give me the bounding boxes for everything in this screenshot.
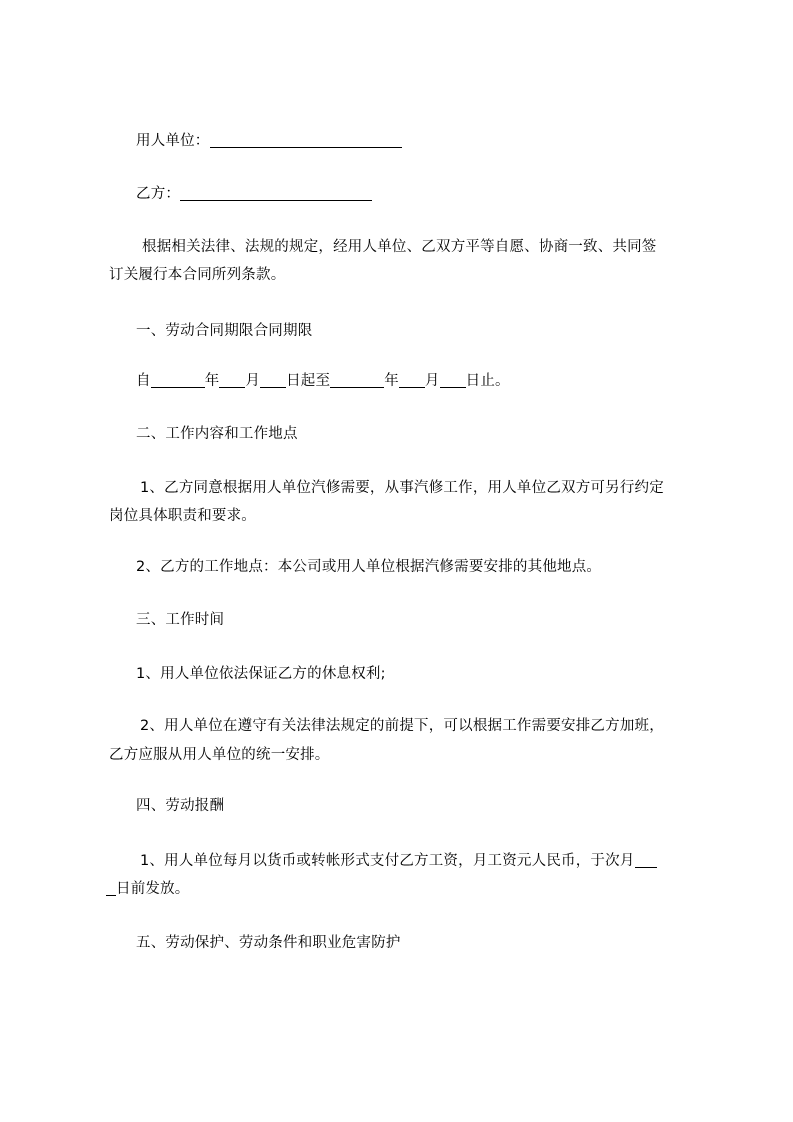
term-line xyxy=(136,372,510,390)
section-3-item-2-line-2: 乙方应服从用人单位的统一安排。 xyxy=(109,747,330,763)
payday-blank-part-1[interactable] xyxy=(635,853,657,868)
section-3-item-1: 1、用人单位依法保证乙方的休息权利; xyxy=(136,666,386,682)
end-year-blank[interactable] xyxy=(330,373,384,388)
start-month-blank[interactable] xyxy=(219,373,245,388)
section-4-item-1-line-2 xyxy=(106,880,190,898)
section-4-heading: 四、劳动报酬 xyxy=(136,798,225,814)
salary-text: 1、用人单位每月以货币或转帐形式支付乙方工资，月工资元人民币，于次月 xyxy=(140,853,635,869)
section-4-item-1-line-1 xyxy=(140,852,657,870)
start-year-blank[interactable] xyxy=(151,373,205,388)
section-2-heading: 二、工作内容和工作地点 xyxy=(136,426,298,442)
employee-blank[interactable] xyxy=(180,186,372,201)
employer-line xyxy=(136,132,402,150)
section-2-item-1-line-1: 1、乙方同意根据用人单位汽修需要，从事汽修工作，用人单位乙双方可另行约定 xyxy=(140,480,664,496)
section-3-heading: 三、工作时间 xyxy=(136,612,225,628)
start-day-blank[interactable] xyxy=(260,373,286,388)
end-day-blank[interactable] xyxy=(440,373,466,388)
day-from-text: 日起至 xyxy=(286,373,331,389)
start-month-text: 月 xyxy=(245,373,261,389)
employee-line xyxy=(136,185,372,203)
employer-blank[interactable] xyxy=(210,133,402,148)
section-2-item-2: 2、乙方的工作地点：本公司或用人单位根据汽修需要安排的其他地点。 xyxy=(136,559,602,575)
day-to-text: 日止。 xyxy=(465,373,510,389)
term-from-text: 自 xyxy=(136,373,151,389)
start-year-text: 年 xyxy=(204,373,220,389)
intro-line-2: 订关履行本合同所列条款。 xyxy=(109,267,286,283)
payday-blank-part-2[interactable] xyxy=(106,881,116,896)
employer-label: 用人单位： xyxy=(136,133,210,149)
section-5-heading: 五、劳动保护、劳动条件和职业危害防护 xyxy=(136,935,401,951)
end-month-text: 月 xyxy=(424,373,440,389)
intro-line-1: 根据相关法律、法规的规定，经用人单位、乙双方平等自愿、协商一致、共同签 xyxy=(142,239,657,255)
end-month-blank[interactable] xyxy=(399,373,425,388)
section-2-item-1-line-2: 岗位具体职责和要求。 xyxy=(109,508,256,524)
section-3-item-2-line-1: 2、用人单位在遵守有关法律法规定的前提下，可以根据工作需要安排乙方加班， xyxy=(140,718,664,734)
section-1-heading: 一、劳动合同期限合同期限 xyxy=(136,323,313,339)
employee-label: 乙方： xyxy=(136,186,181,202)
end-year-text: 年 xyxy=(384,373,399,389)
payday-text: 日前发放。 xyxy=(116,881,190,897)
